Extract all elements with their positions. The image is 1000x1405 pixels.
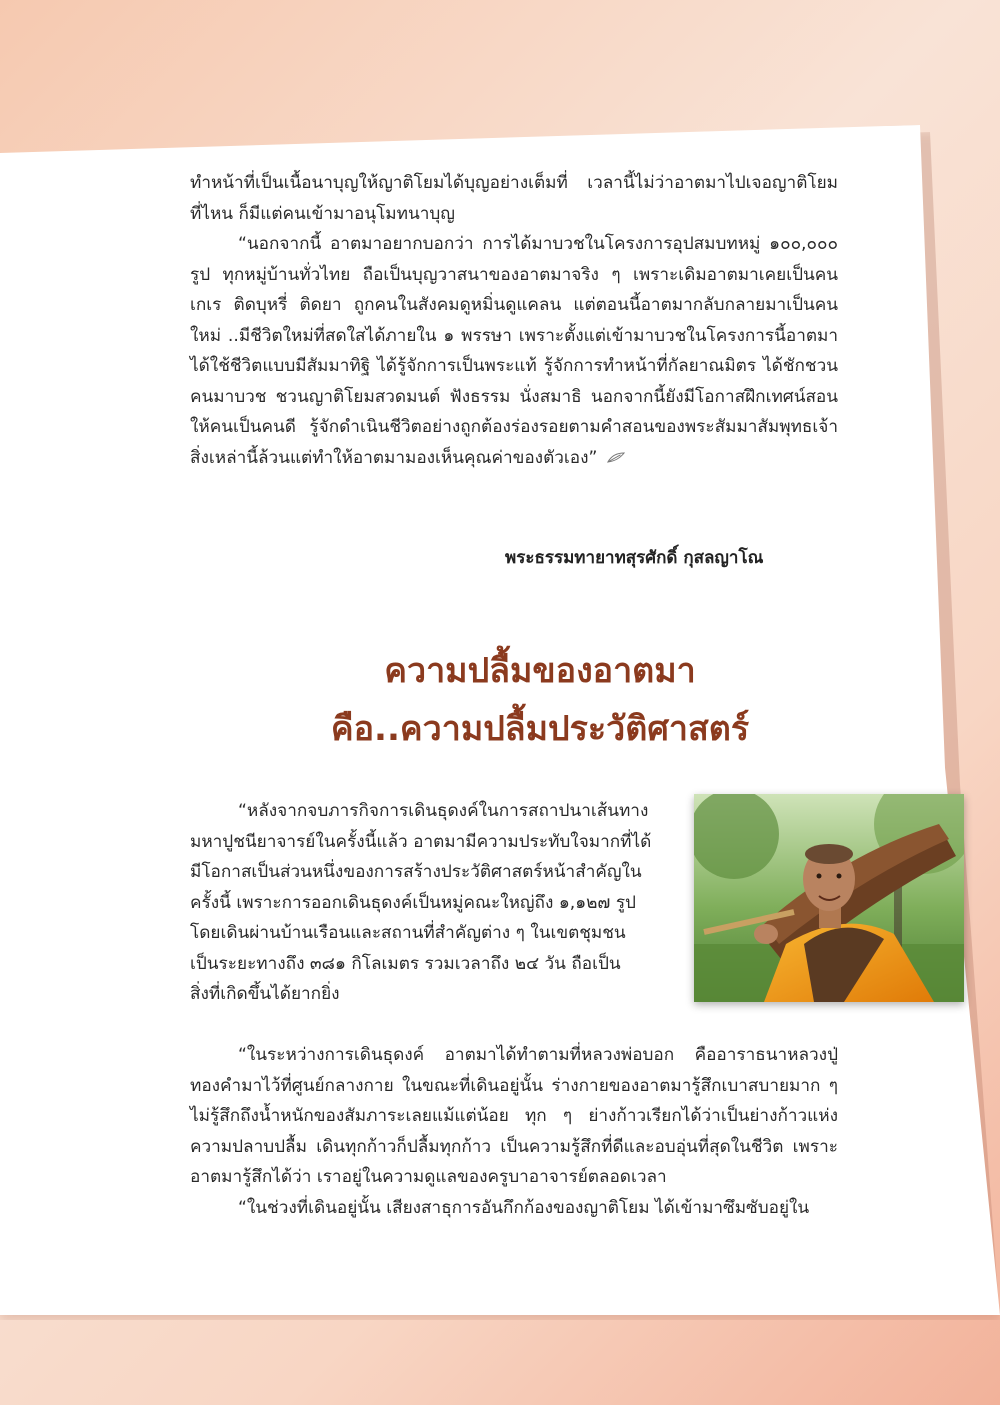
section-heading-line1: ความปลื้มของอาตมา	[384, 651, 696, 691]
top-section	[190, 168, 838, 473]
intro-line: เป็นระยะทางถึง ๓๘๑ กิโลเมตร รวมเวลาถึง ๒๔ วัน ถือเป็น	[190, 953, 621, 974]
body-paragraph: “ในช่วงที่เดินอยู่นั้น เสียงสาธุการอันกึกก้องของญาติโยม ได้เข้ามาซึมซับอยู่ใน	[238, 1197, 810, 1218]
body-paragraph: “ในระหว่างการเดินธุดงค์ อาตมาได้ทำตามที่หลวงพ่อบอก คืออาราธนาหลวงปู่ทองคำมาไว้ที่ศูนย์กลางกาย ในขณะที่เดินอยู่นั้น ร่างกายของอาตมารู้สึกเบาสบายมาก ๆ ไม่รู้สึกถึงน้ำหนักของสัมภาระเลยแม้แต่น้อย ทุก ๆ ย่างก้าวเรียกได้ว่าเป็นย่างก้าวแห่งความปลาบปลื้ม เดินทุกก้าวก็ปลื้มทุกก้าว เป็นความรู้สึกที่ดีและอบอุ่นที่สุดในชีวิต เพราะอาตมารู้สึกได้ว่า เราอยู่ในความดูแลของครูบาอาจารย์ตลอดเวลา	[190, 1045, 838, 1187]
quote-text: “นอกจากนี้ อาตมาอยากบอกว่า การได้มาบวชในโครงการอุปสมบทหมู่ ๑๐๐,๐๐๐ รูป ทุกหมู่บ้านทั่วไทย ถือเป็นบุญวาสนาของอาตมาจริง ๆ เพราะเดิมอาตมาเคยเป็นคนเกเร ติดบุหรี่ ติดยา ถูกคนในสังคมดูหมิ่นดูแคลน แต่ตอนนี้อาตมากลับกลายมาเป็นคนใหม่ ..มีชีวิตใหม่ที่สดใสได้ภายใน ๑ พรรษา เพราะตั้งแต่เข้ามาบวชในโครงการนี้อาตมาได้ใช้ชีวิตแบบมีสัมมาทิฐิ ได้รู้จักการเป็นพระแท้ รู้จักการทำหน้าที่กัลยาณมิตร ได้ชักชวนคนมาบวช ชวนญาติโยมสวดมนต์ ฟังธรรม นั่งสมาธิ นอกจากนี้ยังมีโอกาสฝึกเทศน์สอนให้คนเป็นคนดี รู้จักดำเนินชีวิตอย่างถูกต้องร่องรอยตามคำสอนของพระสัมมาสัมพุทธเจ้า สิ่งเหล่านี้ล้วนแต่ทำให้อาตมามองเห็นคุณค่าของตัวเอง”	[190, 234, 838, 468]
paragraph-continued: ทำหน้าที่เป็นเนื้อนาบุญให้ญาติโยมได้บุญอย่างเต็มที่ เวลานี้ไม่ว่าอาตมาไปเจอญาติโยมที่ไหน ก็มีแต่คนเข้ามาอนุโมทนาบุญ	[190, 173, 838, 224]
leaf-ornament-icon	[607, 452, 625, 463]
intro-line: มีโอกาสเป็นส่วนหนึ่งของการสร้างประวัติศาสตร์หน้าสำคัญใน	[190, 862, 642, 882]
monk-photo	[694, 794, 964, 1002]
intro-line: มหาปูชนียาจารย์ในครั้งนี้แล้ว อาตมามีความประทับใจมากที่ได้	[190, 831, 652, 852]
body-section	[190, 1040, 838, 1223]
quote-paragraph	[190, 229, 838, 473]
author-name: พระธรรมทายาทสุรศักดิ์ กุสลญาโณ	[505, 548, 764, 568]
intro-line: สิ่งที่เกิดขึ้นได้ยากยิ่ง	[190, 984, 340, 1004]
section-heading-line2: คือ..ความปลื้มประวัติศาสตร์	[330, 709, 750, 749]
intro-line: “หลังจากจบภารกิจการเดินธุดงค์ในการสถาปนาเส้นทาง	[238, 801, 649, 821]
intro-block	[190, 796, 674, 1010]
intro-line: ครั้งนี้ เพราะการออกเดินธุดงค์เป็นหมู่คณะใหญ่ถึง ๑,๑๒๗ รูป	[190, 892, 636, 913]
intro-line: โดยเดินผ่านบ้านเรือนและสถานที่สำคัญต่าง ๆ ในเขตชุมชน	[190, 923, 626, 943]
